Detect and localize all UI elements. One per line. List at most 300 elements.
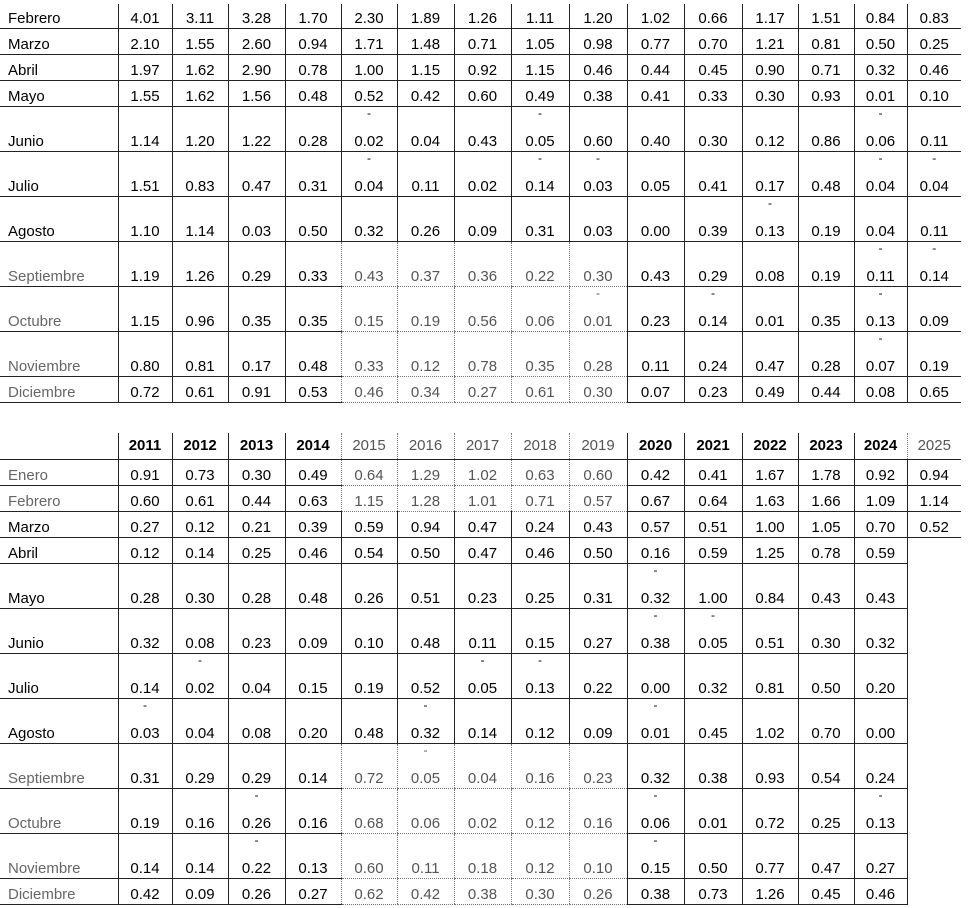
cell-value: 2.90 bbox=[241, 61, 272, 79]
value-cell bbox=[854, 788, 907, 833]
cell-value: 0.33 bbox=[698, 87, 728, 105]
value-cell bbox=[341, 743, 397, 788]
cell-value: 0.46 bbox=[298, 544, 328, 562]
value-cell bbox=[511, 4, 569, 28]
cell-value: 0.59 bbox=[698, 544, 728, 562]
value-cell bbox=[341, 331, 397, 376]
cell-value: 0.50 bbox=[298, 222, 328, 240]
value-cell bbox=[684, 80, 742, 106]
cell-value: 0.46 bbox=[919, 61, 949, 79]
value-cell bbox=[228, 878, 285, 904]
value-cell bbox=[285, 459, 341, 485]
cell-value: 1.48 bbox=[410, 35, 441, 53]
cell-value: 0.16 bbox=[298, 814, 328, 832]
negative-sign-marker: - bbox=[596, 285, 600, 300]
month-label: Septiembre bbox=[0, 743, 118, 788]
value-cell bbox=[511, 286, 569, 331]
cell-value: 1.00 bbox=[698, 589, 728, 607]
cell-value: 0.30 bbox=[698, 132, 728, 150]
value-cell bbox=[454, 196, 511, 241]
value-cell bbox=[742, 878, 798, 904]
value-cell bbox=[854, 485, 907, 511]
value-cell bbox=[511, 511, 569, 537]
value-cell bbox=[118, 286, 172, 331]
cell-value: 0.20 bbox=[865, 679, 896, 697]
value-cell bbox=[454, 151, 511, 196]
value-cell bbox=[511, 196, 569, 241]
value-cell bbox=[118, 743, 172, 788]
cell-value: 0.94 bbox=[410, 518, 441, 536]
cell-value: 0.83 bbox=[185, 177, 215, 195]
value-cell bbox=[285, 196, 341, 241]
cell-value: 0.38 bbox=[698, 769, 728, 787]
value-cell bbox=[118, 80, 172, 106]
value-cell bbox=[228, 80, 285, 106]
cell-value: 1.29 bbox=[410, 466, 441, 484]
cell-value: 0.16 bbox=[640, 544, 671, 562]
cell-value: 0.39 bbox=[698, 222, 728, 240]
cell-value: 0.84 bbox=[865, 9, 896, 27]
value-cell bbox=[511, 878, 569, 904]
month-label: Febrero bbox=[0, 4, 118, 28]
cell-value: 1.17 bbox=[755, 9, 785, 27]
month-label: Noviembre bbox=[0, 833, 118, 878]
value-cell bbox=[907, 376, 961, 402]
cell-value: 0.66 bbox=[698, 9, 728, 27]
cell-value: 1.02 bbox=[755, 724, 785, 742]
cell-value: 0.30 bbox=[525, 885, 555, 903]
cell-value: 0.84 bbox=[755, 589, 785, 607]
cell-value: 0.96 bbox=[185, 312, 215, 330]
table-row bbox=[0, 151, 961, 196]
cell-value: 0.25 bbox=[811, 814, 841, 832]
value-cell bbox=[172, 4, 228, 28]
cell-value: 0.14 bbox=[467, 724, 498, 742]
month-label: Febrero bbox=[0, 485, 118, 511]
cell-value: 0.17 bbox=[241, 357, 272, 375]
value-cell bbox=[627, 459, 684, 485]
table-row bbox=[0, 196, 961, 241]
value-cell bbox=[742, 151, 798, 196]
cell-value: 0.28 bbox=[130, 589, 160, 607]
cell-value: 0.36 bbox=[467, 267, 498, 285]
value-cell bbox=[684, 331, 742, 376]
cell-value: 0.78 bbox=[811, 544, 841, 562]
value-cell bbox=[569, 106, 627, 151]
cell-value: 1.51 bbox=[130, 177, 160, 195]
value-cell bbox=[511, 563, 569, 608]
value-cell bbox=[569, 537, 627, 563]
value-cell bbox=[285, 537, 341, 563]
cell-value: 0.33 bbox=[298, 267, 328, 285]
cell-value: 0.28 bbox=[583, 357, 613, 375]
value-cell bbox=[569, 485, 627, 511]
value-cell bbox=[397, 788, 454, 833]
negative-sign-marker: - bbox=[653, 787, 658, 802]
cell-value: 0.93 bbox=[811, 87, 841, 105]
cell-value: 0.04 bbox=[354, 177, 384, 195]
value-cell bbox=[854, 833, 907, 878]
cell-value: 0.30 bbox=[755, 87, 785, 105]
year-header: 2020 bbox=[627, 433, 684, 459]
value-cell bbox=[854, 537, 907, 563]
cell-value: 0.92 bbox=[467, 61, 498, 79]
cell-value: 0.38 bbox=[467, 885, 498, 903]
value-cell bbox=[627, 286, 684, 331]
month-label: Marzo bbox=[0, 511, 118, 537]
cell-value: 0.30 bbox=[811, 634, 841, 652]
value-cell bbox=[118, 653, 172, 698]
cell-value: 1.09 bbox=[865, 492, 896, 510]
value-cell bbox=[341, 563, 397, 608]
cell-value: 0.31 bbox=[583, 589, 613, 607]
cell-value: 0.06 bbox=[865, 132, 896, 150]
cell-value: 1.02 bbox=[467, 466, 498, 484]
cell-value: 0.46 bbox=[865, 885, 896, 903]
value-cell bbox=[341, 608, 397, 653]
cell-value: 0.50 bbox=[410, 544, 441, 562]
year-header: 2022 bbox=[742, 433, 798, 459]
value-cell bbox=[228, 241, 285, 286]
cell-value: 0.39 bbox=[298, 518, 328, 536]
cell-value: 0.35 bbox=[241, 312, 272, 330]
value-cell bbox=[627, 4, 684, 28]
cell-value: 0.54 bbox=[354, 544, 384, 562]
value-cell bbox=[397, 485, 454, 511]
cell-value: 0.46 bbox=[354, 383, 384, 401]
cell-value: 0.04 bbox=[865, 222, 896, 240]
table-row bbox=[0, 788, 961, 833]
value-cell bbox=[228, 537, 285, 563]
cell-value: 0.94 bbox=[919, 466, 949, 484]
month-label: Junio bbox=[0, 608, 118, 653]
cell-value: 0.90 bbox=[755, 61, 785, 79]
value-cell bbox=[907, 743, 961, 788]
cell-value: 0.11 bbox=[411, 177, 440, 195]
table-row bbox=[0, 4, 961, 28]
value-cell bbox=[627, 28, 684, 54]
cell-value: 1.22 bbox=[241, 132, 272, 150]
cell-value: 0.57 bbox=[583, 492, 613, 510]
cell-value: 0.29 bbox=[185, 769, 215, 787]
table-row bbox=[0, 54, 961, 80]
cell-value: 0.81 bbox=[811, 35, 841, 53]
value-cell bbox=[798, 28, 854, 54]
cell-value: 0.67 bbox=[640, 492, 671, 510]
month-label: Agosto bbox=[0, 698, 118, 743]
cell-value: 0.48 bbox=[298, 357, 328, 375]
value-cell bbox=[118, 196, 172, 241]
cell-value: 1.66 bbox=[811, 492, 841, 510]
price-variation-table-lower bbox=[0, 433, 961, 905]
value-cell bbox=[118, 878, 172, 904]
cell-value: 4.01 bbox=[130, 9, 160, 27]
cell-value: 0.19 bbox=[811, 267, 841, 285]
value-cell bbox=[798, 653, 854, 698]
value-cell bbox=[511, 485, 569, 511]
cell-value: 0.27 bbox=[467, 383, 498, 401]
value-cell bbox=[454, 563, 511, 608]
negative-sign-marker: - bbox=[653, 562, 658, 577]
cell-value: 0.44 bbox=[811, 383, 841, 401]
value-cell bbox=[907, 833, 961, 878]
price-variation-table-upper bbox=[0, 4, 961, 403]
value-cell bbox=[684, 4, 742, 28]
value-cell bbox=[397, 4, 454, 28]
cell-value: 0.01 bbox=[865, 87, 896, 105]
table-row bbox=[0, 511, 961, 537]
month-label: Enero bbox=[0, 459, 118, 485]
value-cell bbox=[627, 106, 684, 151]
value-cell bbox=[228, 106, 285, 151]
year-header: 2015 bbox=[341, 433, 397, 459]
value-cell bbox=[684, 459, 742, 485]
cell-value: 0.13 bbox=[525, 679, 555, 697]
cell-value: 1.56 bbox=[241, 87, 272, 105]
cell-value: 0.01 bbox=[698, 814, 728, 832]
cell-value: 0.38 bbox=[640, 634, 671, 652]
cell-value: 1.10 bbox=[130, 222, 160, 240]
value-cell bbox=[684, 833, 742, 878]
cell-value: 0.81 bbox=[755, 679, 785, 697]
cell-value: 0.02 bbox=[467, 177, 498, 195]
value-cell bbox=[397, 743, 454, 788]
value-cell bbox=[511, 376, 569, 402]
cell-value: 0.01 bbox=[640, 724, 671, 742]
value-cell bbox=[511, 788, 569, 833]
value-cell bbox=[854, 459, 907, 485]
value-cell bbox=[569, 28, 627, 54]
value-cell bbox=[854, 608, 907, 653]
cell-value: 0.22 bbox=[525, 267, 555, 285]
cell-value: 0.28 bbox=[811, 357, 841, 375]
cell-value: 0.06 bbox=[525, 312, 555, 330]
cell-value: 0.54 bbox=[811, 769, 841, 787]
value-cell bbox=[569, 608, 627, 653]
cell-value: 0.43 bbox=[467, 132, 498, 150]
negative-sign-marker: - bbox=[538, 105, 542, 120]
negative-sign-marker: - bbox=[198, 652, 202, 667]
value-cell bbox=[742, 28, 798, 54]
value-cell bbox=[627, 608, 684, 653]
cell-value: 0.30 bbox=[185, 589, 215, 607]
value-cell bbox=[172, 563, 228, 608]
value-cell bbox=[854, 653, 907, 698]
cell-value: 0.47 bbox=[467, 518, 498, 536]
cell-value: 0.13 bbox=[865, 814, 896, 832]
cell-value: 0.70 bbox=[698, 35, 728, 53]
cell-value: 0.05 bbox=[410, 769, 441, 787]
cell-value: 0.20 bbox=[298, 724, 328, 742]
negative-sign-marker: - bbox=[878, 240, 883, 255]
value-cell bbox=[798, 4, 854, 28]
negative-sign-marker: - bbox=[768, 195, 772, 210]
table-row bbox=[0, 608, 961, 653]
value-cell bbox=[511, 537, 569, 563]
value-cell bbox=[854, 4, 907, 28]
value-cell bbox=[285, 241, 341, 286]
value-cell bbox=[341, 241, 397, 286]
cell-value: 0.31 bbox=[298, 177, 328, 195]
cell-value: 0.48 bbox=[298, 589, 328, 607]
value-cell bbox=[742, 376, 798, 402]
cell-value: 0.10 bbox=[583, 859, 613, 877]
cell-value: 0.02 bbox=[185, 679, 215, 697]
month-label: Marzo bbox=[0, 28, 118, 54]
cell-value: 0.50 bbox=[865, 35, 896, 53]
cell-value: 0.14 bbox=[698, 312, 728, 330]
value-cell bbox=[684, 537, 742, 563]
value-cell bbox=[798, 537, 854, 563]
value-cell bbox=[454, 485, 511, 511]
value-cell bbox=[172, 80, 228, 106]
value-cell bbox=[397, 537, 454, 563]
value-cell bbox=[627, 537, 684, 563]
cell-value: 0.21 bbox=[241, 518, 272, 536]
value-cell bbox=[172, 28, 228, 54]
value-cell bbox=[397, 106, 454, 151]
cell-value: 0.04 bbox=[919, 177, 949, 195]
cell-value: 1.70 bbox=[298, 9, 328, 27]
negative-sign-marker: - bbox=[653, 607, 658, 622]
cell-value: 2.10 bbox=[130, 35, 160, 53]
cell-value: 0.43 bbox=[640, 267, 671, 285]
value-cell bbox=[742, 511, 798, 537]
month-label: Junio bbox=[0, 106, 118, 151]
cell-value: 0.48 bbox=[298, 87, 328, 105]
cell-value: 0.41 bbox=[698, 466, 728, 484]
cell-value: 0.60 bbox=[130, 492, 160, 510]
header-corner bbox=[0, 433, 118, 459]
cell-value: 0.26 bbox=[241, 814, 272, 832]
value-cell bbox=[397, 698, 454, 743]
cell-value: 0.72 bbox=[755, 814, 785, 832]
value-cell bbox=[454, 286, 511, 331]
value-cell bbox=[684, 698, 742, 743]
value-cell bbox=[627, 485, 684, 511]
value-cell bbox=[742, 743, 798, 788]
value-cell bbox=[907, 4, 961, 28]
cell-value: 0.42 bbox=[130, 885, 160, 903]
value-cell bbox=[569, 376, 627, 402]
value-cell bbox=[569, 80, 627, 106]
value-cell bbox=[907, 878, 961, 904]
cell-value: 0.45 bbox=[698, 724, 728, 742]
value-cell bbox=[228, 788, 285, 833]
cell-value: 1.63 bbox=[755, 492, 785, 510]
value-cell bbox=[742, 286, 798, 331]
year-header-row bbox=[0, 433, 961, 459]
value-cell bbox=[397, 376, 454, 402]
cell-value: 0.32 bbox=[865, 634, 896, 652]
cell-value: 1.19 bbox=[130, 267, 160, 285]
value-cell bbox=[854, 151, 907, 196]
cell-value: 0.32 bbox=[698, 679, 728, 697]
month-label: Septiembre bbox=[0, 241, 118, 286]
cell-value: 0.15 bbox=[354, 312, 384, 330]
cell-value: 0.03 bbox=[583, 222, 613, 240]
value-cell bbox=[397, 563, 454, 608]
cell-value: 1.78 bbox=[811, 466, 841, 484]
value-cell bbox=[285, 80, 341, 106]
cell-value: 0.78 bbox=[467, 357, 498, 375]
year-header: 2013 bbox=[228, 433, 285, 459]
cell-value: 0.14 bbox=[298, 769, 328, 787]
cell-value: 0.92 bbox=[865, 466, 896, 484]
cell-value: 0.04 bbox=[185, 724, 215, 742]
value-cell bbox=[742, 698, 798, 743]
value-cell bbox=[742, 80, 798, 106]
value-cell bbox=[454, 537, 511, 563]
negative-sign-marker: - bbox=[480, 652, 485, 667]
cell-value: 0.49 bbox=[755, 383, 785, 401]
cell-value: 0.45 bbox=[698, 61, 728, 79]
cell-value: 1.25 bbox=[755, 544, 785, 562]
cell-value: 0.32 bbox=[640, 769, 671, 787]
table-row bbox=[0, 286, 961, 331]
value-cell bbox=[228, 151, 285, 196]
value-cell bbox=[907, 106, 961, 151]
cell-value: 0.64 bbox=[698, 492, 728, 510]
cell-value: 0.23 bbox=[467, 589, 498, 607]
negative-sign-marker: - bbox=[423, 742, 428, 757]
value-cell bbox=[854, 563, 907, 608]
cell-value: 1.00 bbox=[755, 518, 785, 536]
cell-value: 0.02 bbox=[467, 814, 498, 832]
cell-value: 0.59 bbox=[354, 518, 384, 536]
cell-value: 0.17 bbox=[755, 177, 785, 195]
cell-value: 0.35 bbox=[811, 312, 841, 330]
value-cell bbox=[854, 698, 907, 743]
value-cell bbox=[569, 331, 627, 376]
value-cell bbox=[118, 4, 172, 28]
value-cell bbox=[907, 331, 961, 376]
cell-value: 0.35 bbox=[298, 312, 328, 330]
value-cell bbox=[684, 743, 742, 788]
value-cell bbox=[742, 653, 798, 698]
value-cell bbox=[907, 286, 961, 331]
cell-value: 1.62 bbox=[185, 87, 215, 105]
cell-value: 0.00 bbox=[640, 222, 671, 240]
value-cell bbox=[798, 788, 854, 833]
value-cell bbox=[285, 698, 341, 743]
cell-value: 0.12 bbox=[130, 544, 160, 562]
cell-value: 0.06 bbox=[410, 814, 441, 832]
value-cell bbox=[907, 54, 961, 80]
cell-value: 0.13 bbox=[755, 222, 785, 240]
cell-value: 0.53 bbox=[298, 383, 328, 401]
value-cell bbox=[454, 608, 511, 653]
cell-value: 0.14 bbox=[525, 177, 555, 195]
cell-value: 0.52 bbox=[919, 518, 949, 536]
negative-sign-marker: - bbox=[878, 285, 883, 300]
value-cell bbox=[684, 54, 742, 80]
cell-value: 0.25 bbox=[525, 589, 555, 607]
value-cell bbox=[569, 459, 627, 485]
table-row bbox=[0, 28, 961, 54]
value-cell bbox=[341, 54, 397, 80]
value-cell bbox=[907, 653, 961, 698]
value-cell bbox=[742, 459, 798, 485]
month-label: Mayo bbox=[0, 80, 118, 106]
value-cell bbox=[684, 511, 742, 537]
cell-value: 0.35 bbox=[525, 357, 555, 375]
cell-value: 0.32 bbox=[865, 61, 896, 79]
value-cell bbox=[118, 106, 172, 151]
value-cell bbox=[798, 54, 854, 80]
cell-value: 1.55 bbox=[130, 87, 160, 105]
cell-value: 0.27 bbox=[298, 885, 328, 903]
